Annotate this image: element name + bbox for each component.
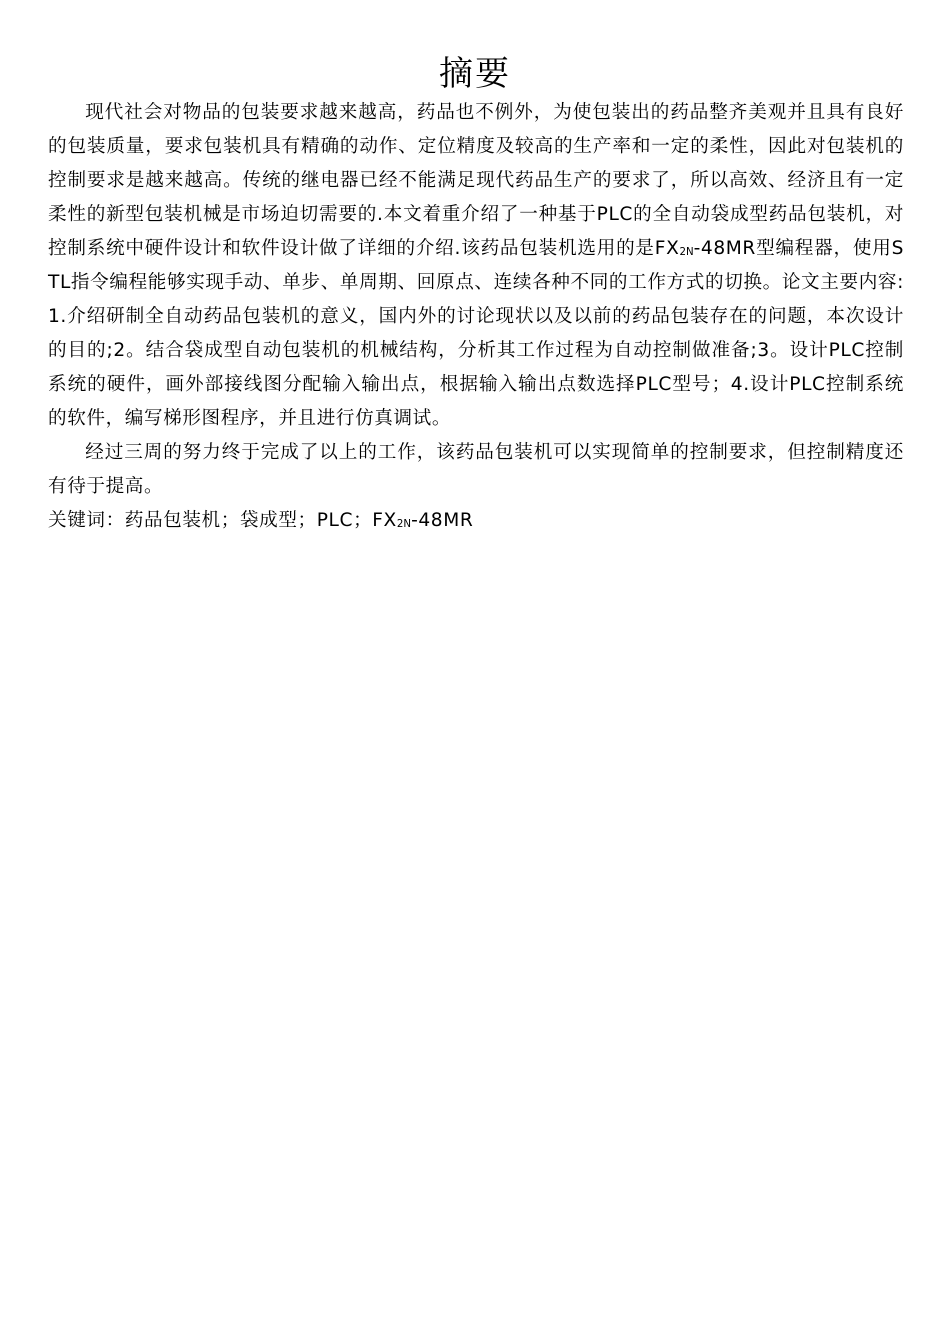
paragraph-1-text-a: 现代社会对物品的包装要求越来越高，药品也不例外，为使包装出的药品整齐美观并且具有良好的包装质量，要求包装机具有精确的动作、定位精度及较高的生产率和一定的柔性，因此对包装机的控制要求是越来越高。传统的继电器已经不能满足现代药品生产的要求了，所以高效、经济且有一定柔性的新型包装机械是市场迫切需要的.本文着重介绍了一种基于PLC的全自动袋成型药品包装机，对控制系统中硬件设计和软件设计做了详细的介绍.该药品包装机选用的是FX [48,102,904,259]
model-subscript: 2N [679,247,694,259]
keywords-text: 关键词：药品包装机；袋成型；PLC；FX [48,510,397,531]
keywords-subscript: 2N [396,519,412,531]
paragraph-1-text-b: -48MR型编程器，使用STL指令编程能够实现手动、单步、单周期、回原点、连续各种不同的工作方式的切换。论文主要内容:1.介绍研制全自动药品包装机的意义，国内外的讨论现状以及以前的药品包装存在的问题，本次设计的目的;2。结合袋成型自动包装机的机械结构，分析其工作过程为自动控制做准备;3。设计PLC控制系统的硬件，画外部接线图分配输入输出点，根据输入输出点数选择PLC型号；4.设计PLC控制系统的软件，编写梯形图程序，并且进行仿真调试。 [48,238,905,429]
keywords-tail: -48MR [411,510,474,531]
abstract-paragraph-2: 经过三周的努力终于完成了以上的工作，该药品包装机可以实现简单的控制要求，但控制精度还有待于提高。 [48,442,904,497]
keywords-line [48,504,904,538]
abstract-body [48,96,904,538]
page-title: 摘要 [439,54,511,94]
abstract-paragraph-1 [48,96,904,436]
